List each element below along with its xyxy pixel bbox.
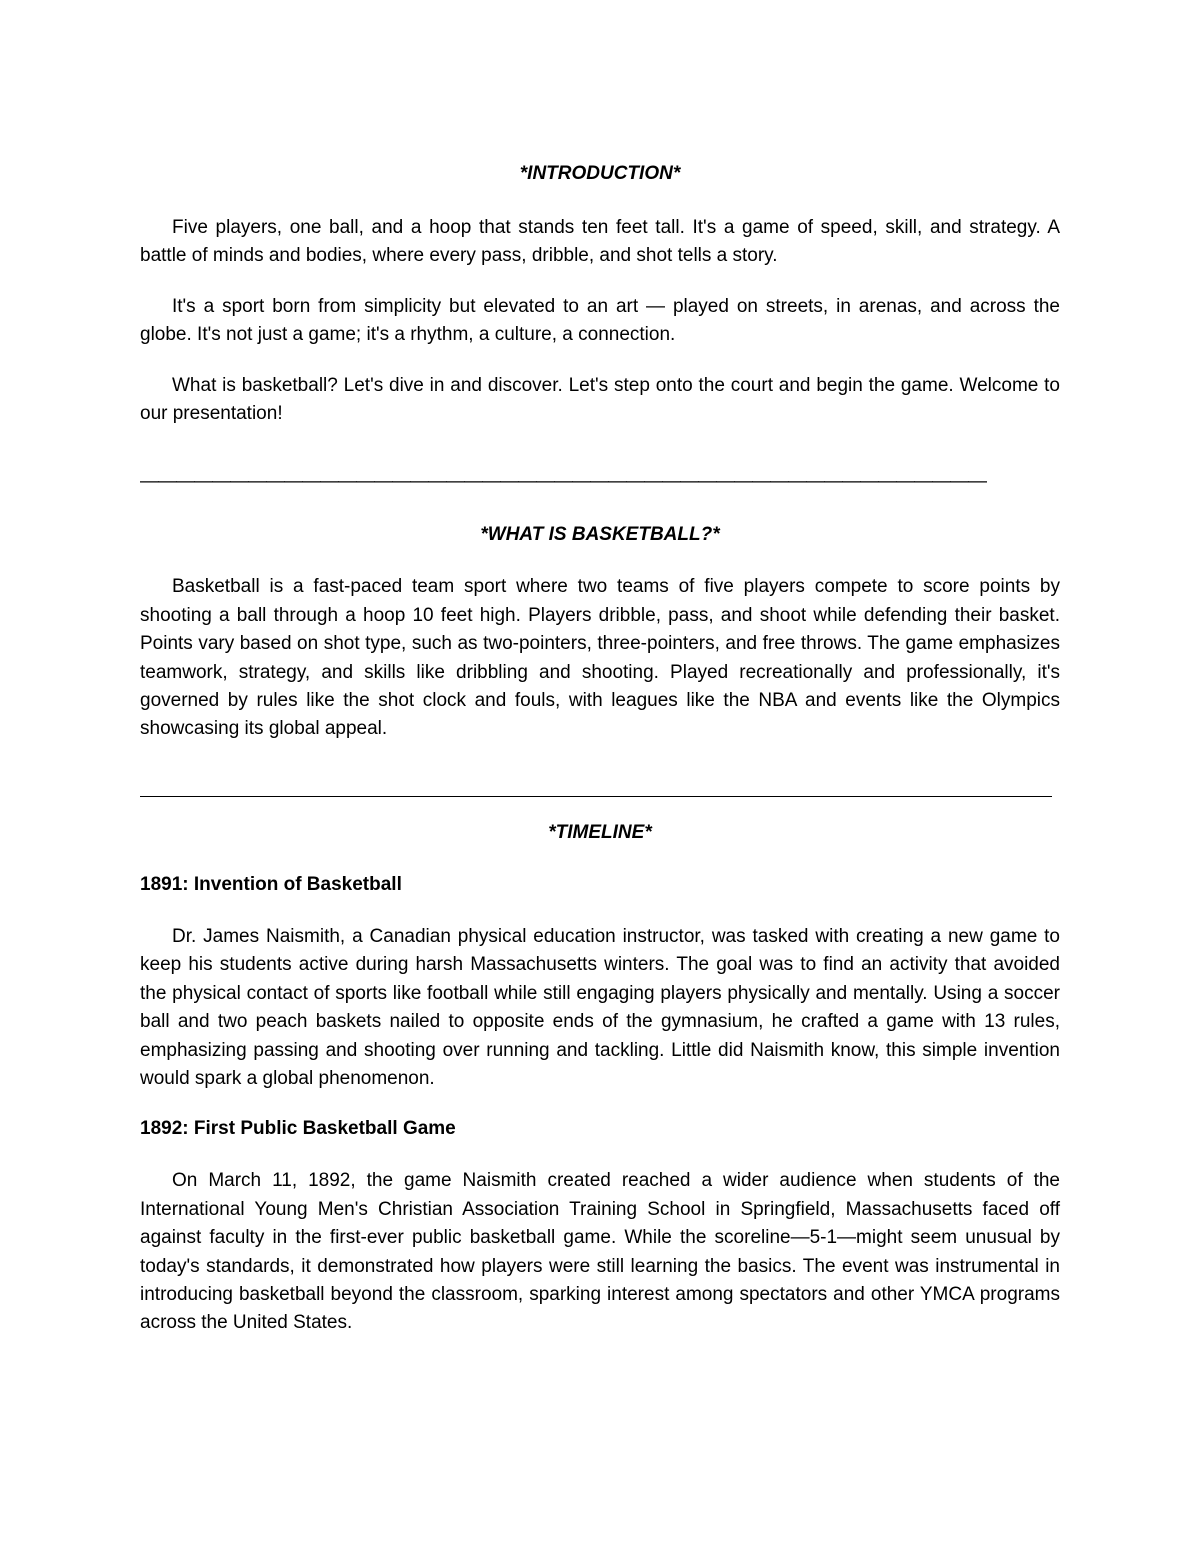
intro-paragraph-2: It's a sport born from simplicity but elevated to an art — played on streets, in arenas, and across the globe. It's not just a game; it's a rhythm, a culture, a connection. bbox=[140, 295, 1060, 346]
what-is-heading: *WHAT IS BASKETBALL?* bbox=[480, 524, 720, 546]
dash-separator: ——————————————————————————————————————————————— bbox=[140, 471, 986, 493]
timeline-entry-text-1891: Dr. James Naismith, a Canadian physical education instructor, was tasked with creating a new game to keep his students active during harsh Massachusetts winters. The goal was to find an activity that avoided the physical contact of sports like football while still engaging players physically and mentally. Using a soccer ball and two peach baskets nailed to opposite ends of the gymnasium, he crafted a game with 13 rules, emphasizing passing and shooting over running and tackling. Little did Naismith know, this simple invention would spark a global phenomenon. bbox=[140, 925, 1060, 1089]
introduction-heading: *INTRODUCTION* bbox=[519, 163, 681, 184]
timeline-heading: *TIMELINE* bbox=[548, 821, 652, 843]
intro-paragraph-1: Five players, one ball, and a hoop that stands ten feet tall. It's a game of speed, skill, and strategy. A battle of minds and bodies, where every pass, dribble, and shot tells a story. bbox=[140, 217, 1060, 267]
horizontal-rule bbox=[140, 796, 1052, 797]
document-page bbox=[140, 160, 1060, 1338]
timeline-entry-text-1892: On March 11, 1892, the game Naismith created reached a wider audience when students of the International Young Men's Christian Association Training School in Springfield, Massachusetts faced off against faculty in the first-ever public basketball game. While the scoreline—5-1—might seem unusual by today's standards, it demonstrated how players were still learning the basics. The event was instrumental in introducing basketball beyond the classroom, sparking interest among spectators and other YMCA programs across the United States. bbox=[140, 1170, 1060, 1334]
timeline-entry-title-1891: 1891: Invention of Basketball bbox=[140, 873, 402, 895]
intro-paragraph-3: What is basketball? Let's dive in and discover. Let's step onto the court and begin the game. Welcome to our presentation! bbox=[140, 374, 1060, 425]
what-is-paragraph: Basketball is a fast-paced team sport where two teams of five players compete to score points by shooting a ball through a hoop 10 feet high. Players dribble, pass, and shoot while defending their basket. Points vary based on shot type, such as two-pointers, three-pointers, and free throws. The game emphasizes teamwork, strategy, and skills like dribbling and shooting. Played recreationally and professionally, it's governed by rules like the shot clock and fouls, with leagues like the NBA and events like the Olympics showcasing its global appeal. bbox=[140, 576, 1060, 740]
timeline-entry-title-1892: 1892: First Public Basketball Game bbox=[140, 1118, 456, 1140]
